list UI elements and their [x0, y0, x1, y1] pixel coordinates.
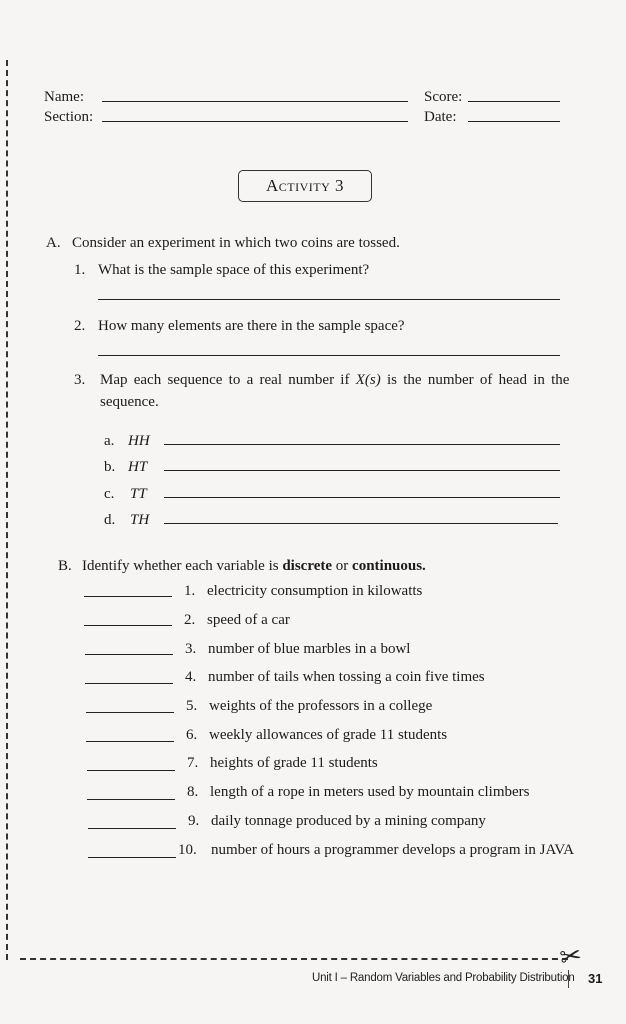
- score-field[interactable]: [468, 101, 560, 102]
- b-item-9-text: daily tonnage produced by a mining company: [211, 813, 486, 829]
- q3-item-c-letter: c.: [104, 486, 115, 502]
- score-label: Score:: [424, 89, 463, 105]
- q3-item-a-seq: HH: [128, 433, 150, 449]
- part-a-intro: Consider an experiment in which two coins are tossed.: [72, 235, 400, 251]
- q1-number: 1.: [74, 262, 86, 278]
- q3-item-a-letter: a.: [104, 433, 115, 449]
- b-item-3-text: number of blue marbles in a bowl: [208, 641, 411, 657]
- part-b-letter: B.: [58, 558, 72, 574]
- q1-answer-line[interactable]: [98, 299, 560, 300]
- q3-text-line1: Map each sequence to a real number if X(s) is the number of head in the: [100, 372, 570, 388]
- q3-text-line2: sequence.: [100, 394, 159, 410]
- q3-item-d-seq: TH: [130, 512, 150, 528]
- cut-line-vertical: [6, 60, 8, 960]
- b-item-8-number: 8.: [187, 784, 199, 800]
- footer-unit-title: Unit I – Random Variables and Probability Distribution: [312, 972, 575, 984]
- q2-number: 2.: [74, 318, 86, 334]
- b-item-6-number: 6.: [186, 727, 198, 743]
- b-item-8-answer[interactable]: [87, 799, 175, 800]
- q3-item-d-letter: d.: [104, 512, 116, 528]
- date-label: Date:: [424, 109, 457, 125]
- b-item-7-answer[interactable]: [87, 770, 175, 771]
- q3-item-a-answer[interactable]: [164, 444, 560, 445]
- b-item-2-answer[interactable]: [84, 625, 172, 626]
- q3-item-d-answer[interactable]: [164, 523, 558, 524]
- part-b-intro: Identify whether each variable is discrete or continuous.: [82, 558, 426, 574]
- b-item-10-number: 10.: [178, 842, 197, 858]
- b-item-10-answer[interactable]: [88, 857, 176, 858]
- section-label: Section:: [44, 109, 94, 125]
- q2-text: How many elements are there in the sample space?: [98, 318, 405, 334]
- b-item-3-number: 3.: [185, 641, 197, 657]
- b-item-4-number: 4.: [185, 669, 197, 685]
- footer-separator: [568, 970, 569, 988]
- b-item-5-text: weights of the professors in a college: [209, 698, 433, 714]
- b-item-9-answer[interactable]: [88, 828, 176, 829]
- part-a-letter: A.: [46, 235, 61, 251]
- b-item-7-text: heights of grade 11 students: [210, 755, 378, 771]
- q1-text: What is the sample space of this experiment?: [98, 262, 370, 278]
- b-item-1-text: electricity consumption in kilowatts: [207, 583, 423, 599]
- q2-answer-line[interactable]: [98, 355, 560, 356]
- b-item-5-number: 5.: [186, 698, 198, 714]
- q3-item-b-letter: b.: [104, 459, 116, 475]
- q3-item-b-seq: HT: [128, 459, 148, 475]
- b-item-1-number: 1.: [184, 583, 196, 599]
- cut-line-horizontal: [20, 958, 568, 960]
- q3-variable: X(s): [355, 372, 381, 388]
- b-item-9-number: 9.: [188, 813, 200, 829]
- b-item-3-answer[interactable]: [85, 654, 173, 655]
- b-item-4-text: number of tails when tossing a coin five times: [208, 669, 485, 685]
- b-item-5-answer[interactable]: [86, 712, 174, 713]
- activity-title: Activity 3: [238, 170, 372, 202]
- name-field[interactable]: [102, 101, 408, 102]
- b-item-1-answer[interactable]: [84, 596, 172, 597]
- q3-number: 3.: [74, 372, 86, 388]
- b-item-7-number: 7.: [187, 755, 199, 771]
- scissors-icon: ✂: [557, 940, 585, 974]
- q3-item-c-seq: TT: [130, 486, 147, 502]
- b-item-8-text: length of a rope in meters used by mountain climbers: [210, 784, 530, 800]
- b-item-4-answer[interactable]: [85, 683, 173, 684]
- page-number: 31: [588, 971, 603, 986]
- b-item-2-number: 2.: [184, 612, 196, 628]
- b-item-6-text: weekly allowances of grade 11 students: [209, 727, 448, 743]
- b-item-6-answer[interactable]: [86, 741, 174, 742]
- b-item-2-text: speed of a car: [207, 612, 290, 628]
- name-label: Name:: [44, 89, 84, 105]
- b-item-10-text: number of hours a programmer develops a program in JAVA: [211, 842, 575, 858]
- q3-item-c-answer[interactable]: [164, 497, 560, 498]
- q3-item-b-answer[interactable]: [164, 470, 560, 471]
- date-field[interactable]: [468, 121, 560, 122]
- section-field[interactable]: [102, 121, 408, 122]
